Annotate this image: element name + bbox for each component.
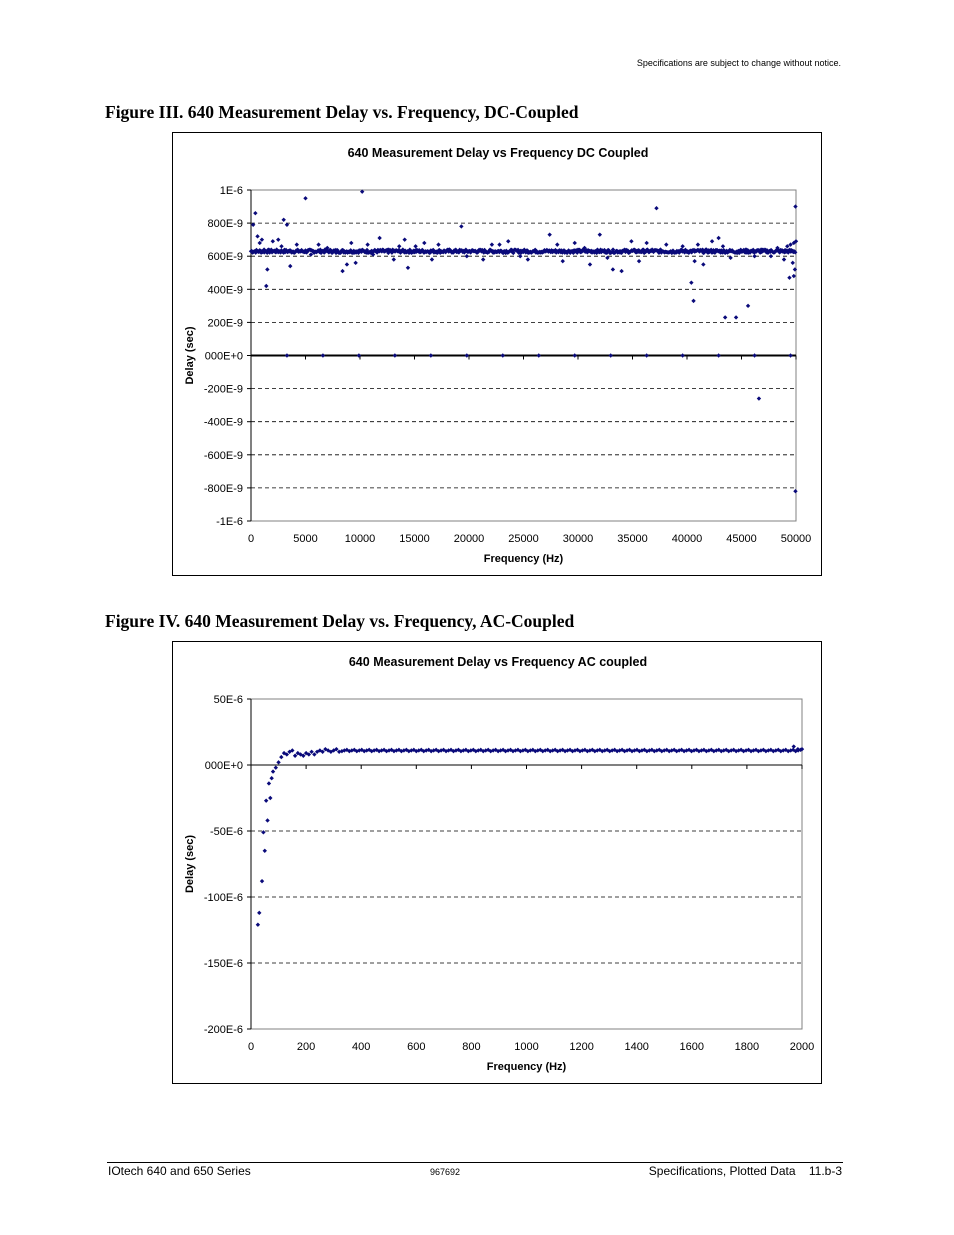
data-point [490, 242, 494, 246]
data-point [288, 264, 292, 268]
data-point [257, 911, 261, 915]
y-tick-label: -800E-9 [203, 482, 243, 495]
x-tick-label: 10000 [344, 533, 376, 545]
data-point [611, 267, 615, 271]
data-point [644, 353, 648, 357]
data-point [598, 232, 602, 236]
footer-right: Specifications, Plotted Data 11.b-3 [648, 1164, 842, 1178]
data-point [734, 315, 738, 319]
y-axis-title: Delay (sec) [184, 326, 196, 385]
data-point [422, 241, 426, 245]
data-point [573, 353, 577, 357]
y-tick-label: 50E-6 [213, 694, 243, 706]
data-point [309, 750, 313, 754]
data-point [793, 489, 797, 493]
y-tick-label: -150E-6 [203, 958, 243, 970]
data-point [782, 257, 786, 261]
x-tick-label: 1000 [514, 1041, 539, 1053]
y-tick-label: 1E-6 [219, 185, 243, 197]
data-point [664, 242, 668, 246]
x-tick-label: 40000 [671, 533, 703, 545]
data-point [345, 262, 349, 266]
footer-rule [107, 1162, 843, 1163]
x-tick-label: 800 [462, 1041, 481, 1053]
data-point [644, 241, 648, 245]
data-point [619, 269, 623, 273]
y-tick-label: -200E-9 [203, 383, 243, 396]
x-tick-label: 30000 [562, 533, 594, 545]
data-point [465, 353, 469, 357]
data-point [271, 239, 275, 243]
data-point [691, 299, 695, 303]
data-point [793, 204, 797, 208]
data-point [716, 353, 720, 357]
x-axis-title: Frequency (Hz) [483, 553, 564, 565]
data-point [436, 242, 440, 246]
data-point [752, 254, 756, 258]
data-point [276, 237, 280, 241]
data-point [316, 242, 320, 246]
x-tick-label: 1600 [679, 1041, 705, 1053]
data-point [295, 242, 299, 246]
data-point [312, 752, 316, 756]
data-point [265, 267, 269, 271]
data-point [637, 259, 641, 263]
data-point [752, 353, 756, 357]
x-axis-title: Frequency (Hz) [486, 1061, 567, 1073]
data-point [429, 353, 433, 357]
x-tick-label: 35000 [617, 533, 648, 545]
data-point [721, 244, 725, 248]
data-point [588, 262, 592, 266]
data-point [609, 353, 613, 357]
chart-title: 640 Measurement Delay vs Frequency AC coupled [348, 655, 648, 669]
data-point [340, 269, 344, 273]
data-point [506, 239, 510, 243]
data-point [792, 274, 796, 278]
data-point [746, 304, 750, 308]
data-point [260, 237, 264, 241]
data-point [303, 196, 307, 200]
data-point [268, 796, 272, 800]
data-point [497, 242, 501, 246]
y-tick-label: -600E-9 [203, 449, 243, 462]
x-tick-label: 25000 [508, 533, 539, 545]
x-tick-label: 2000 [789, 1041, 815, 1053]
data-point [293, 754, 297, 758]
data-point [716, 236, 720, 240]
data-point [547, 232, 551, 236]
data-point [349, 241, 353, 245]
chart-dc [173, 133, 823, 577]
data-point [264, 284, 268, 288]
data-point [537, 353, 541, 357]
data-point [413, 244, 417, 248]
y-tick-label: -50E-6 [209, 826, 243, 838]
data-point [265, 818, 269, 822]
y-tick-label: 200E-9 [207, 317, 243, 330]
y-axis-title: Delay (sec) [184, 834, 196, 894]
data-point [526, 257, 530, 261]
y-tick-label: 400E-9 [207, 284, 243, 297]
data-point [689, 280, 693, 284]
data-point [769, 254, 773, 258]
data-point [573, 241, 577, 245]
data-point [692, 259, 696, 263]
data-point [501, 353, 505, 357]
y-tick-label: 800E-9 [207, 218, 243, 231]
chart-dc-frame [172, 132, 822, 576]
x-tick-label: 1800 [734, 1041, 760, 1053]
x-tick-label: 1200 [569, 1041, 594, 1053]
data-point [481, 257, 485, 261]
y-tick-label: -200E-6 [203, 1024, 243, 1036]
x-tick-label: 600 [407, 1041, 426, 1053]
data-point [680, 244, 684, 248]
footer-center: 967692 [430, 1167, 461, 1177]
data-point [264, 798, 268, 802]
data-point [792, 744, 796, 748]
data-point [282, 218, 286, 222]
chart-title: 640 Measurement Delay vs Frequency DC Coupled [347, 146, 649, 160]
data-point [353, 261, 357, 265]
y-tick-label: 600E-9 [207, 251, 243, 264]
data-point [274, 765, 278, 769]
x-tick-label: 50000 [780, 533, 812, 545]
data-point [392, 257, 396, 261]
data-point [791, 261, 795, 265]
x-tick-label: 5000 [293, 533, 318, 545]
data-point [555, 242, 559, 246]
y-tick-label: -100E-6 [203, 892, 243, 904]
y-tick-label: 000E+0 [204, 350, 243, 363]
data-point [788, 353, 792, 357]
data-point [465, 254, 469, 258]
data-point [260, 879, 264, 883]
y-tick-label: 000E+0 [204, 760, 243, 772]
data-point [459, 224, 463, 228]
data-point [701, 262, 705, 266]
x-tick-label: 0 [247, 1041, 255, 1053]
data-point [561, 259, 565, 263]
chart-ac [173, 642, 823, 1085]
figure-caption-ac: Figure IV. 640 Measurement Delay vs. Frequency, AC-Coupled [105, 611, 575, 631]
data-point [393, 353, 397, 357]
data-point [629, 239, 633, 243]
data-point [710, 239, 714, 243]
figure-caption-dc: Figure III. 640 Measurement Delay vs. Frequency, DC-Coupled [105, 102, 579, 122]
y-tick-label: -1E-6 [216, 516, 243, 528]
data-point [253, 211, 257, 215]
data-point [276, 760, 280, 764]
data-point [377, 236, 381, 240]
data-point [757, 396, 761, 400]
data-point [285, 353, 289, 357]
x-tick-label: 45000 [726, 533, 757, 545]
data-point [279, 755, 283, 759]
y-tick-label: -400E-9 [203, 416, 243, 429]
data-point [654, 206, 658, 210]
data-point [787, 276, 791, 280]
data-point [397, 244, 401, 248]
data-point [406, 266, 410, 270]
x-tick-label: 15000 [399, 533, 430, 545]
data-point [271, 769, 275, 773]
data-point [402, 237, 406, 241]
data-point [365, 242, 369, 246]
data-point [321, 353, 325, 357]
data-point [256, 923, 260, 927]
data-point [723, 315, 727, 319]
chart-ac-frame [172, 641, 822, 1084]
data-point [263, 849, 267, 853]
x-tick-label: 20000 [453, 533, 485, 545]
header-note: Specifications are subject to change without notice. [636, 58, 841, 68]
data-point [258, 241, 262, 245]
data-point [267, 781, 271, 785]
data-point [269, 776, 273, 780]
x-tick-label: 1400 [624, 1041, 649, 1053]
data-point [680, 353, 684, 357]
data-point [696, 242, 700, 246]
data-point [430, 257, 434, 261]
data-point [279, 244, 283, 248]
x-tick-label: 400 [352, 1041, 371, 1053]
x-tick-label: 0 [247, 533, 255, 545]
footer-left: IOtech 640 and 650 Series [108, 1164, 251, 1178]
data-point [255, 234, 259, 238]
x-tick-label: 200 [296, 1041, 316, 1053]
